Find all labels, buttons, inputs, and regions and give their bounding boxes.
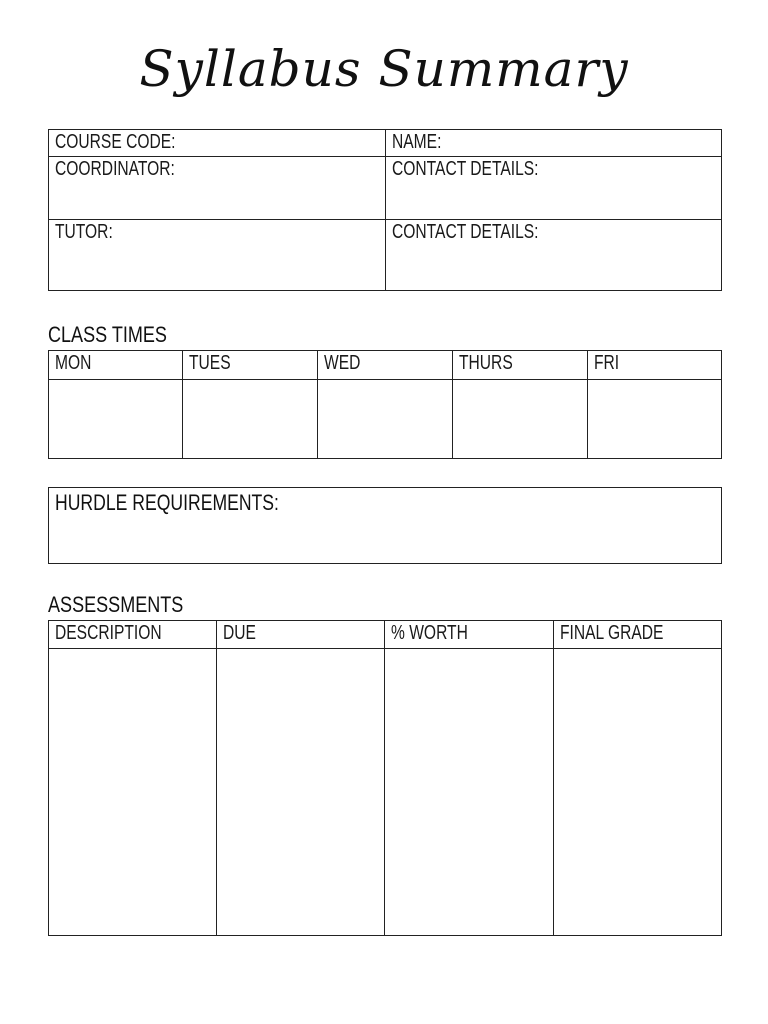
class-time-cell-wed[interactable]: [318, 380, 452, 458]
name-field[interactable]: [386, 130, 721, 156]
class-time-cell-thurs[interactable]: [453, 380, 587, 458]
day-label-fri: FRI: [594, 352, 620, 374]
assessment-due-column[interactable]: [217, 649, 384, 935]
name-label: NAME:: [392, 131, 442, 153]
day-header-fri: [588, 351, 721, 379]
tutor-field[interactable]: [49, 220, 385, 290]
hurdle-requirements-box[interactable]: [48, 487, 722, 564]
coordinator-contact-field[interactable]: [386, 157, 721, 219]
tutor-contact-label: CONTACT DETAILS:: [392, 221, 539, 243]
course-code-field[interactable]: [49, 130, 385, 156]
col-label-description: DESCRIPTION: [55, 622, 162, 644]
col-label-worth: % WORTH: [391, 622, 468, 644]
assessments-table: [48, 620, 722, 936]
day-header-mon: [49, 351, 182, 379]
day-header-tues: [183, 351, 317, 379]
class-times-heading: CLASS TIMES: [48, 322, 167, 347]
coordinator-field[interactable]: [49, 157, 385, 219]
hurdle-requirements-label: HURDLE REQUIREMENTS:: [55, 490, 279, 515]
day-header-wed: [318, 351, 452, 379]
day-label-thurs: THURS: [459, 352, 513, 374]
class-time-cell-fri[interactable]: [588, 380, 721, 458]
class-times-table: [48, 350, 722, 459]
day-header-thurs: [453, 351, 587, 379]
tutor-label: TUTOR:: [55, 221, 113, 243]
col-label-due: DUE: [223, 622, 256, 644]
course-info-table: [48, 129, 722, 291]
assessment-worth-column[interactable]: [385, 649, 553, 935]
col-header-due: [217, 621, 384, 648]
col-label-final-grade: FINAL GRADE: [560, 622, 664, 644]
class-time-cell-mon[interactable]: [49, 380, 182, 458]
assessments-heading: ASSESSMENTS: [48, 592, 184, 617]
col-header-worth: [385, 621, 553, 648]
day-label-wed: WED: [324, 352, 361, 374]
page-title: Syllabus Summary: [139, 40, 629, 98]
coordinator-contact-label: CONTACT DETAILS:: [392, 158, 539, 180]
class-time-cell-tues[interactable]: [183, 380, 317, 458]
course-code-label: COURSE CODE:: [55, 131, 176, 153]
assessment-final-grade-column[interactable]: [554, 649, 721, 935]
tutor-contact-field[interactable]: [386, 220, 721, 290]
day-label-mon: MON: [55, 352, 92, 374]
col-header-description: [49, 621, 216, 648]
col-header-final-grade: [554, 621, 721, 648]
assessment-description-column[interactable]: [49, 649, 216, 935]
day-label-tues: TUES: [189, 352, 231, 374]
coordinator-label: COORDINATOR:: [55, 158, 175, 180]
